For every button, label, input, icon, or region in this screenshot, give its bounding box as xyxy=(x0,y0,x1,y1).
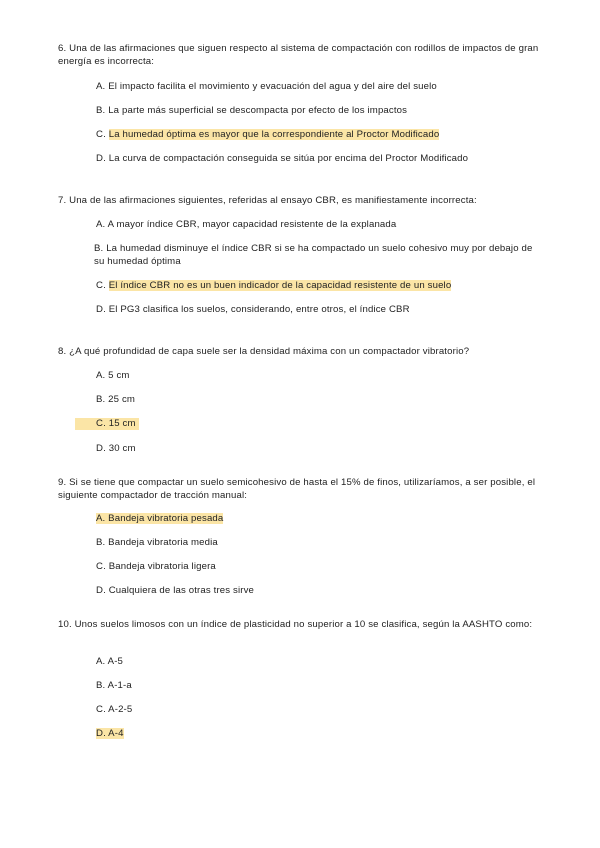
question-6: 6. Una de las afirmaciones que siguen respecto al sistema de compactación con rodillos de impactos de gran energía es incorrecta: xyxy=(58,43,539,67)
question-9-option-c: C. Bandeja vibratoria ligera xyxy=(96,561,216,572)
question-7: 7. Una de las afirmaciones siguientes, referidas al ensayo CBR, es manifiestamente incorrecta: xyxy=(58,195,477,206)
option-text: La parte más superficial se descompacta por efecto de los impactos xyxy=(108,105,408,116)
question-9-option-b: B. Bandeja vibratoria media xyxy=(96,537,218,548)
option-text: La humedad disminuye el índice CBR si se ha compactado un suelo cohesivo muy por debajo de su humedad óptima xyxy=(94,243,533,267)
question-9: 9. Si se tiene que compactar un suelo semicohesivo de hasta el 15% de finos, utilizaríamos, a ser posible, el siguiente compactador de tracción manual: xyxy=(58,477,536,501)
option-text: El impacto facilita el movimiento y evacuación del agua y del aire del suelo xyxy=(108,81,437,92)
question-9-option-a xyxy=(96,512,536,525)
question-6-option-a xyxy=(96,80,536,93)
question-7-option-c xyxy=(96,279,536,292)
option-prefix: B. xyxy=(94,243,107,254)
option-prefix: A. xyxy=(96,219,108,230)
question-6-option-c xyxy=(96,128,536,141)
question-10-option-a: A. A-5 xyxy=(96,656,124,667)
question-10: 10. Unos suelos limosos con un índice de plasticidad no superior a 10 se clasifica, según la AASHTO como: xyxy=(58,619,533,630)
question-10-option-b: B. A-1-a xyxy=(96,680,132,691)
question-10-option-d xyxy=(96,727,536,740)
question-9-option-d: D. Cualquiera de las otras tres sirve xyxy=(96,585,255,596)
option-prefix: A. xyxy=(96,81,109,92)
highlighted-answer: A. Bandeja vibratoria pesada xyxy=(96,513,224,524)
option-text: La curva de compactación conseguida se sitúa por encima del Proctor Modificado xyxy=(108,153,469,164)
question-8-option-c: C. 15 cm xyxy=(96,418,136,429)
question-7-option-a xyxy=(96,218,536,231)
question-10-option-c: C. A-2-5 xyxy=(96,704,133,715)
highlighted-answer: La humedad óptima es mayor que la correspondiente al Proctor Modificado xyxy=(108,129,440,140)
question-6-option-d xyxy=(96,152,536,165)
option-prefix: D. xyxy=(96,153,109,164)
option-text: A mayor índice CBR, mayor capacidad resistente de la explanada xyxy=(107,219,397,230)
question-8: 8. ¿A qué profundidad de capa suele ser la densidad máxima con un compactador vibratorio? xyxy=(58,346,470,357)
highlighted-answer: D. A-4 xyxy=(96,728,124,739)
highlighted-answer: El índice CBR no es un buen indicador de la capacidad resistente de un suelo xyxy=(108,280,452,291)
question-7-option-b xyxy=(94,242,534,268)
option-prefix: C. xyxy=(96,129,109,140)
question-8-option-a: A. 5 cm xyxy=(96,370,130,381)
option-text: El PG3 clasifica los suelos, considerando, entre otros, el índice CBR xyxy=(108,304,410,315)
question-7-option-d xyxy=(96,303,536,316)
option-prefix: C. xyxy=(96,280,109,291)
option-prefix: B. xyxy=(96,105,109,116)
question-8-option-d: D. 30 cm xyxy=(96,443,136,454)
option-prefix: D. xyxy=(96,304,109,315)
question-6-option-b xyxy=(96,104,536,117)
question-8-option-b: B. 25 cm xyxy=(96,394,136,405)
